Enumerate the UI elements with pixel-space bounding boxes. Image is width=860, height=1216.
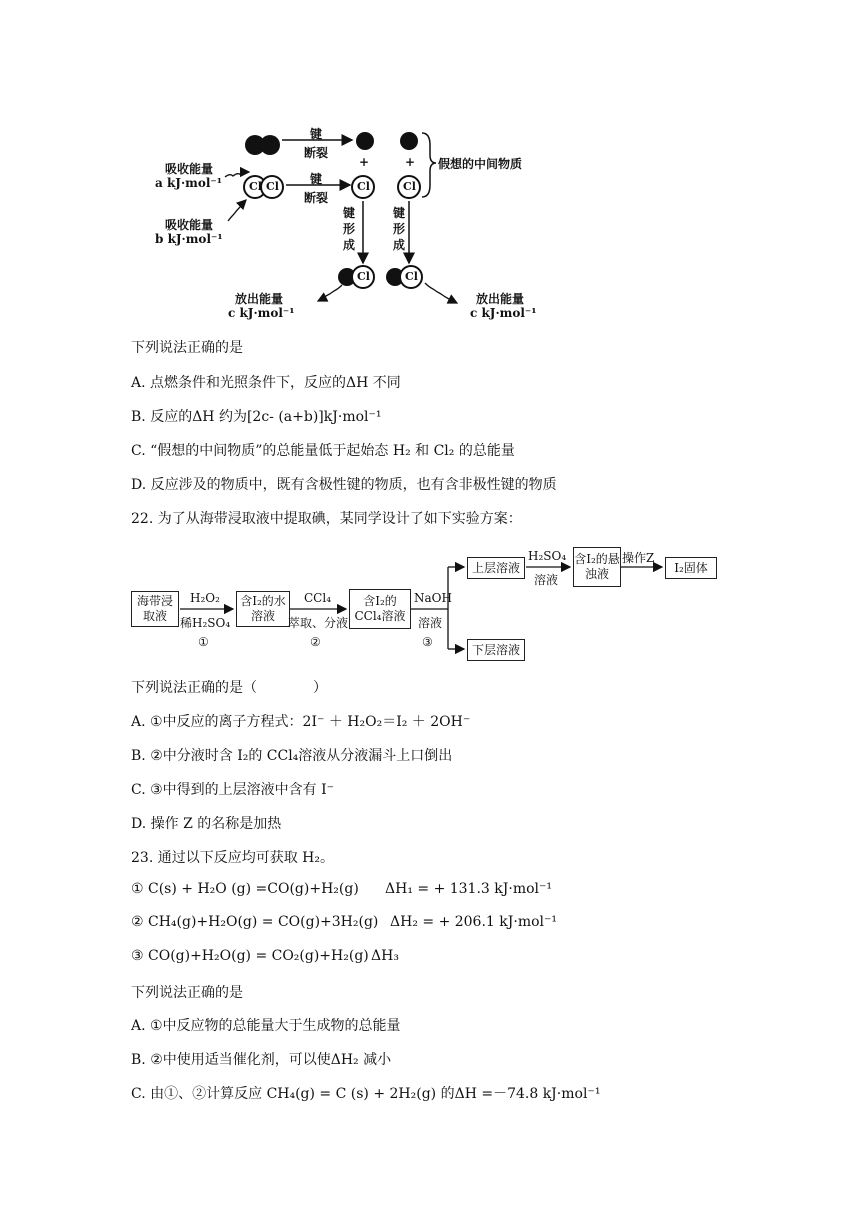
- arrow1-bottom: 稀H₂SO₄: [180, 616, 231, 630]
- q23-dh2: ΔH₂ = + 206.1 kJ·mol⁻¹: [390, 914, 558, 930]
- plus-sign: +: [359, 155, 370, 169]
- q21-option-c: C. “假想的中间物质”的总能量低于起始态 H₂ 和 Cl₂ 的总能量: [131, 443, 515, 459]
- box-suspension: 含I₂的悬浊液: [573, 547, 621, 587]
- bond-break-label: 键: [310, 127, 323, 141]
- q23-option-c: C. 由①、②计算反应 CH₄(g) = C (s) + 2H₂(g) 的ΔH =－74.8 kJ·mol⁻¹: [131, 1086, 601, 1102]
- bond-break-label: 断裂: [304, 146, 329, 160]
- arrow3-top: NaOH: [414, 591, 452, 605]
- q22-option-b: B. ②中分液时含 I₂的 CCl₄溶液从分液漏斗上口倒出: [131, 748, 453, 764]
- box-upper-layer: 上层溶液: [467, 557, 525, 579]
- step3-marker: ③: [422, 635, 433, 649]
- operation-z-label: 操作Z: [622, 551, 655, 565]
- intermediate-label: 假想的中间物质: [438, 157, 523, 171]
- release-label: 放出能量: [235, 292, 284, 306]
- q22-option-a: A. ①中反应的离子方程式：2I⁻ ＋ H₂O₂＝I₂ ＋ 2OH⁻: [131, 714, 471, 730]
- step1-marker: ①: [198, 635, 209, 649]
- iodine-flowchart: [130, 543, 720, 663]
- arrow4-bottom: 溶液: [534, 573, 559, 587]
- q23-dh1: ΔH₁ = + 131.3 kJ·mol⁻¹: [385, 881, 553, 897]
- q23-title: 23. 通过以下反应均可获取 H₂。: [131, 850, 334, 866]
- absorb-a-unit: a kJ·mol⁻¹: [155, 176, 222, 190]
- box-i2-ccl4: 含I₂的CCl₄溶液: [349, 589, 411, 629]
- q23-option-a: A. ①中反应物的总能量大于生成物的总能量: [131, 1018, 401, 1034]
- absorb-a-label: 吸收能量: [165, 162, 214, 176]
- arrow3-bottom: 溶液: [418, 616, 443, 630]
- q23-reaction-2: ② CH₄(g)+H₂O(g) = CO(g)+3H₂(g): [131, 914, 379, 930]
- arrow2-bottom: 萃取、分液: [288, 616, 349, 630]
- absorb-b-unit: b kJ·mol⁻¹: [155, 232, 223, 246]
- q21-option-b: B. 反应的ΔH 约为[2c- (a+b)]kJ·mol⁻¹: [131, 409, 382, 425]
- box-i2-solid: I₂固体: [665, 557, 717, 579]
- box-lower-layer: 下层溶液: [467, 639, 525, 661]
- bond-break-label: 键: [310, 172, 323, 186]
- step2-marker: ②: [310, 635, 321, 649]
- q23-option-b: B. ②中使用适当催化剂，可以使ΔH₂ 减小: [131, 1052, 392, 1068]
- bond-energy-diagram: [150, 125, 560, 325]
- cl-label: Cl: [403, 180, 416, 193]
- cl-label: Cl: [357, 270, 370, 283]
- arrow1-top: H₂O₂: [190, 591, 220, 605]
- q21-option-d: D. 反应涉及的物质中，既有含极性键的物质，也有含非极性键的物质: [131, 477, 557, 493]
- box-i2-aqueous: 含I₂的水溶液: [236, 591, 290, 627]
- arrow4-top: H₂SO₄: [528, 549, 567, 563]
- bond-form-label: 键形成: [393, 206, 406, 252]
- q21-stem: 下列说法正确的是: [131, 340, 243, 356]
- q22-stem: 下列说法正确的是（ ）: [131, 680, 327, 696]
- q23-reaction-1: ① C(s) + H₂O (g) =CO(g)+H₂(g): [131, 881, 359, 897]
- box-kelp-extract: 海带浸取液: [131, 591, 179, 627]
- cl-label: Cl: [266, 180, 279, 193]
- cl-label: Cl: [249, 180, 262, 193]
- q22-option-c: C. ③中得到的上层溶液中含有 I⁻: [131, 782, 335, 798]
- q23-reaction-3: ③ CO(g)+H₂O(g) = CO₂(g)+H₂(g): [131, 948, 369, 964]
- release-unit: c kJ·mol⁻¹: [228, 306, 295, 320]
- bond-break-label: 断裂: [304, 191, 329, 205]
- q22-title: 22. 为了从海带浸取液中提取碘，某同学设计了如下实验方案：: [131, 511, 522, 527]
- q23-stem: 下列说法正确的是: [131, 985, 243, 1001]
- absorb-b-label: 吸收能量: [165, 218, 214, 232]
- q22-option-d: D. 操作 Z 的名称是加热: [131, 816, 282, 832]
- q21-option-a: A. 点燃条件和光照条件下，反应的ΔH 不同: [131, 375, 401, 391]
- arrow2-top: CCl₄: [304, 591, 332, 605]
- cl-label: Cl: [357, 180, 370, 193]
- cl-label: Cl: [405, 270, 418, 283]
- q23-dh3: ΔH₃: [371, 948, 399, 964]
- bond-form-label: 键形成: [343, 206, 356, 252]
- release-unit: c kJ·mol⁻¹: [470, 306, 537, 320]
- plus-sign: +: [405, 155, 416, 169]
- release-label: 放出能量: [476, 292, 525, 306]
